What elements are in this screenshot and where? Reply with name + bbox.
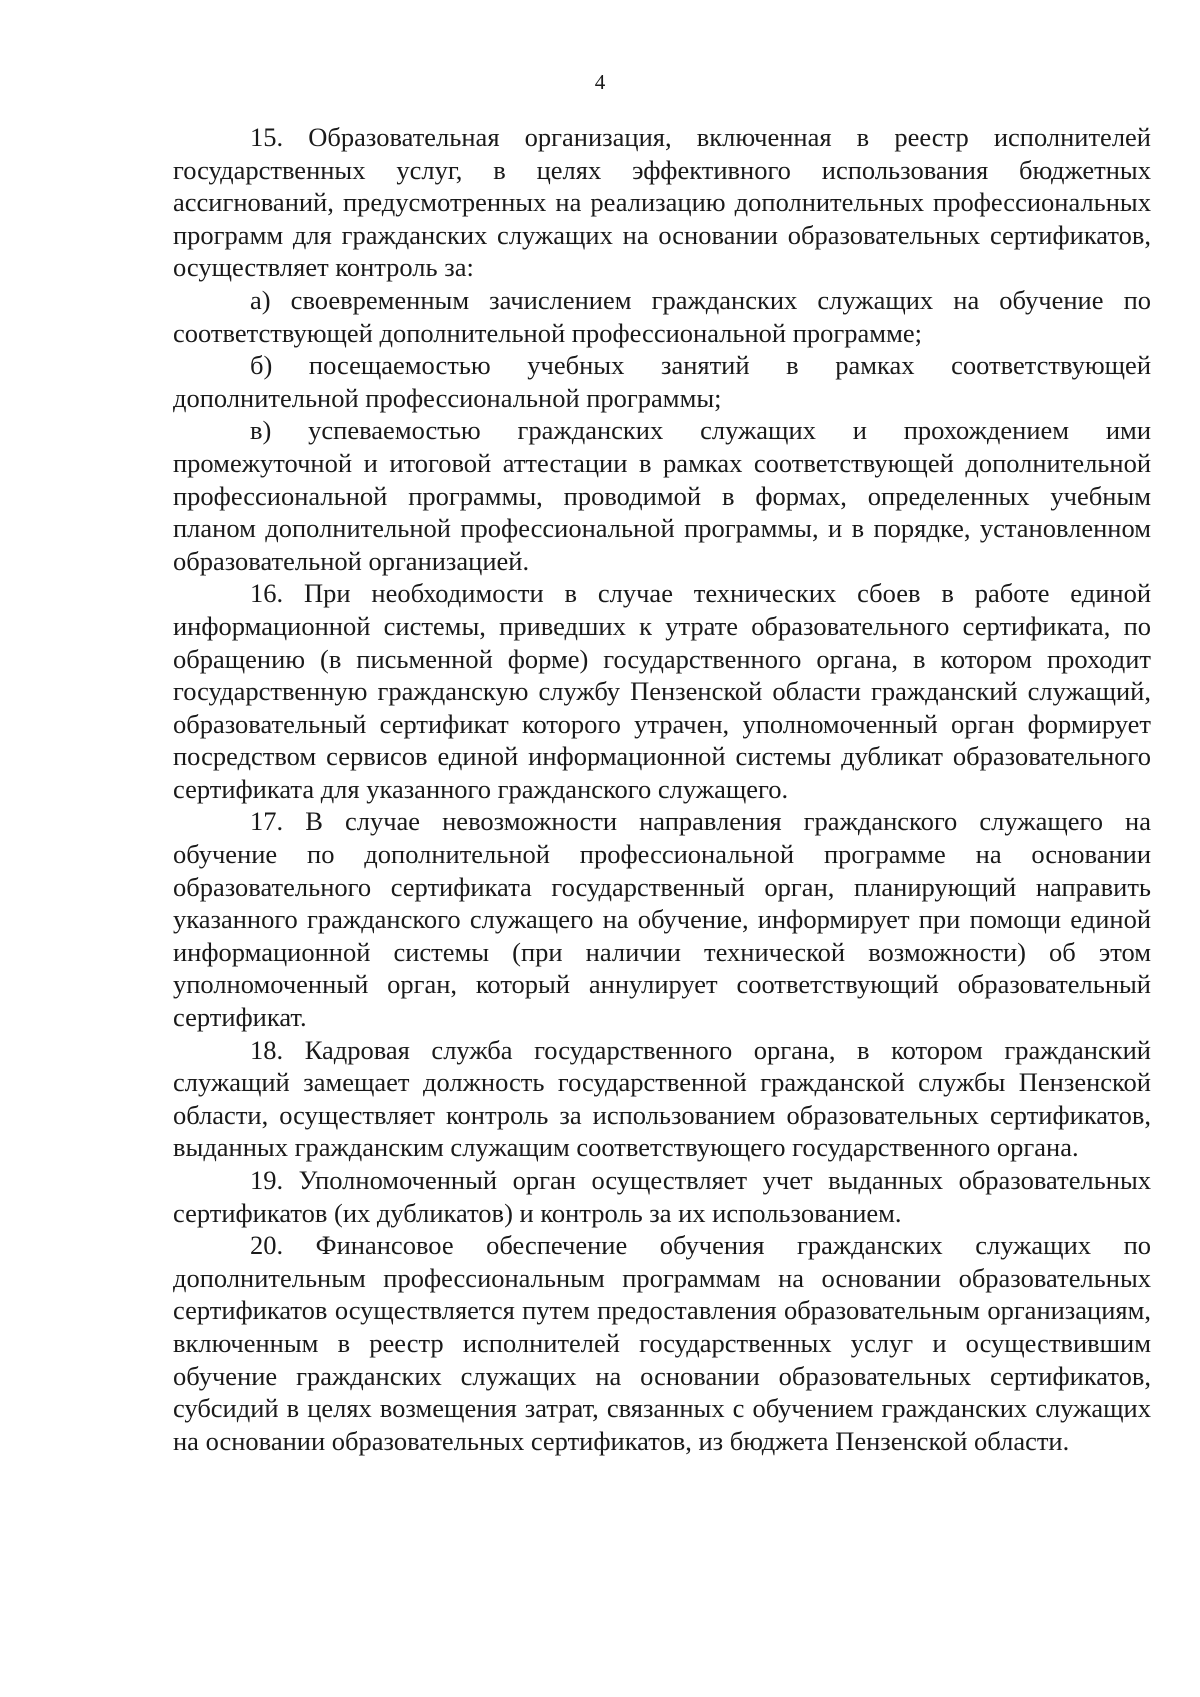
paragraph-15-item-b: б) посещаемостью учебных занятий в рамках соответствующей дополнительной профессиональной программы; — [173, 350, 1151, 413]
document-body — [173, 121, 1151, 1457]
paragraph-15-item-v: в) успеваемостью гражданских служащих и прохождением ими промежуточной и итоговой аттестации в рамках соответствующей дополнительной профессиональной программы, проводимой в формах, определенных учебным планом дополнительной профессиональной программы, и в порядке, установленном образовательной организацией. — [173, 415, 1151, 576]
paragraph-16: 16. При необходимости в случае технических сбоев в работе единой информационной системы, приведших к утрате образовательного сертификата, по обращению (в письменной форме) государственного органа, в котором проходит государственную гражданскую службу Пензенской области гражданский служащий, образовательный сертификат которого утрачен, уполномоченный орган формирует посредством сервисов единой информационной системы дубликат образовательного сертификата для указанного гражданского служащего. — [173, 578, 1151, 804]
paragraph-18: 18. Кадровая служба государственного органа, в котором гражданский служащий замещает должность государственной гражданской службы Пензенской области, осуществляет контроль за использованием образовательных сертификатов, выданных гражданским служащим соответствующего государственного органа. — [173, 1034, 1151, 1163]
page-number: 4 — [594, 70, 606, 94]
paragraph-17: 17. В случае невозможности направления гражданского служащего на обучение по дополнительной профессиональной программе на основании образовательного сертификата государственный орган, планирующий направить указанного гражданского служащего на обучение, информирует при помощи единой информационной системы (при наличии технической возможности) об этом уполномоченный орган, который аннулирует соответствующий образовательный сертификат. — [173, 806, 1151, 1033]
paragraph-19: 19. Уполномоченный орган осуществляет учет выданных образовательных сертификатов (их дубликатов) и контроль за их использованием. — [173, 1165, 1151, 1228]
paragraph-15-item-a: а) своевременным зачислением гражданских служащих на обучение по соответствующей дополнительной профессиональной программе; — [173, 284, 1151, 348]
paragraph-20: 20. Финансовое обеспечение обучения гражданских служащих по дополнительным профессиональным программам на основании образовательных сертификатов осуществляется путем предоставления образовательным организациям, включенным в реестр исполнителей государственных услуг и осуществившим обучение гражданских служащих на основании образовательных сертификатов, субсидий в целях возмещения затрат, связанных с обучением гражданских служащих на основании образовательных сертификатов, из бюджета Пензенской области. — [173, 1230, 1151, 1456]
paragraph-15: 15. Образовательная организация, включенная в реестр исполнителей государственных услуг, в целях эффективного использования бюджетных ассигнований, предусмотренных на реализацию дополнительных профессиональных программ для гражданских служащих на основании образовательных сертификатов, осуществляет контроль за: — [173, 122, 1151, 283]
